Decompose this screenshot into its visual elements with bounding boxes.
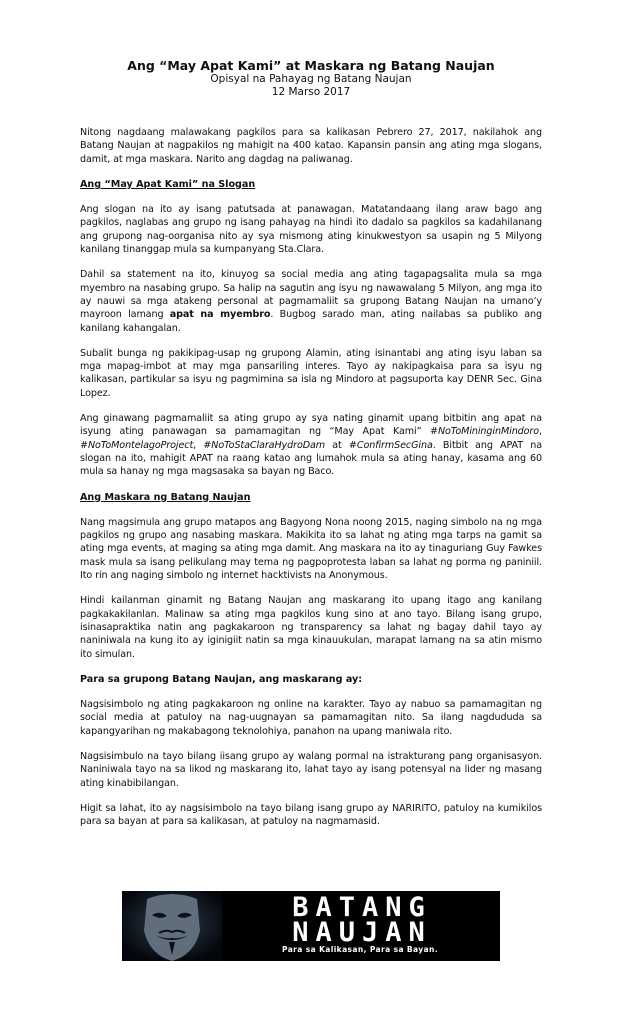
batang-naujan-banner — [122, 891, 500, 961]
meaning-paragraph-1: Nagsisimbolo ng ating pagkakaroon ng online na karakter. Tayo ay nabuo sa pamamagitan ng social media at patuloy na nag-uugnayan sa pamamagitan nito. Sa ilang nagdududa sa kapangyarihan ng makabagong teknolohiya, panahon na upang maniwala rito. — [80, 699, 542, 737]
paragraph-text: . Bugbog sarado man, ating nailabas sa publiko ang kanilang kahangalan. — [80, 309, 542, 334]
slogan-paragraph-4 — [80, 412, 542, 478]
slogan-section-heading: Ang “May Apat Kami” na Slogan — [80, 178, 256, 190]
meaning-paragraph-3: Higit sa lahat, ito ay nagsisimbolo na tayo bilang isang grupo ay NARIRITO, patuloy na kumikilos para sa bayan at para sa kalikasan, at patuloy na nagmamasid. — [80, 802, 542, 828]
bold-phrase: apat na myembro — [169, 309, 271, 321]
mask-paragraph-1: Nang magsimula ang grupo matapos ang Bagyong Nona noong 2015, naging simbolo na ng mga pagkilos ng grupo ang nasabing maskara. Makikita ito sa lahat ng ating mga tarps na gamit sa ating mga events, at maging sa ating mga damit. Ang maskara na ito ay tinaguriang Guy Fawkes mask mula sa isang pelikulang may tema ng pagpoprotesta laban sa lahat ng porma ng paniniil. Ito rin ang naging simbolo ng internet hacktivists na Anonymous. — [80, 516, 542, 582]
guy-fawkes-mask-icon — [122, 891, 222, 961]
document-title: Ang “May Apat Kami” at Maskara ng Batang Naujan — [127, 58, 495, 73]
paragraph-text: Dahil sa statement na ito, kinuyog sa social media ang ating tagapagsalita mula sa mga myembro na nasabing grupo. Sa halip na sagutin ang isyu ng nawawalang 5 Milyon, ang mga ito ay nauwi sa mga atakeng personal at pagmamaliit sa grupong Batang Naujan na umano’y mayroon lamang — [80, 269, 542, 321]
paragraph-text: . Bitbit ang APAT na slogan na ito, mahigit APAT na raang katao ang lumahok mula sa ating hanay, kasama ang 60 mula sa hanay ng mga magsasaka sa bayan ng Baco. — [80, 439, 542, 478]
document-subtitle: Opisyal na Pahayag ng Batang Naujan — [210, 73, 412, 85]
document-body — [80, 126, 542, 840]
hashtag: #NoToMininginMindoro — [430, 426, 540, 438]
hashtag: #NoToMontelagoProject — [80, 439, 194, 451]
paragraph-text: , — [539, 426, 542, 438]
banner-brand — [234, 892, 490, 948]
hashtag: #ConfirmSecGina — [348, 439, 433, 451]
intro-paragraph: Nitong nagdaang malawakang pagkilos para sa kalikasan Pebrero 27, 2017, nakilahok ang Batang Naujan at nagpakilos ng mahigit na 400 katao. Kapansin pansin ang ating mga slogans, damit, at mga maskara. Narito ang dagdag na paliwanag. — [80, 127, 542, 165]
paragraph-text: , — [193, 439, 204, 451]
paragraph-text: Ang ginawang pagmamaliit sa ating grupo ay sya nating ginamit upang bitbitin ang apat na isyung ating panawagan sa pamamagitan ng “May Apat Kami” — [80, 413, 542, 438]
slogan-paragraph-1: Ang slogan na ito ay isang patutsada at panawagan. Matatandaang ilang araw bago ang pagkilos, naglabas ang grupo ng isang pahayag na hindi ito dadalo sa pagkilos sa kadahilanang ang grupong nag-oorganisa nito ay sya mismong ating kinukwestyon sa usapin ng 5 Milyong kanilang tinanggap mula sa kumpanyang Sta.Clara. — [80, 204, 542, 256]
mask-paragraph-2: Hindi kailanman ginamit ng Batang Naujan ang maskarang ito upang itago ang kanilang pagkakakilanlan. Malinaw sa ating mga pagkilos kung sino at ano tayo. Bilang isang grupo, isinasapraktika natin ang pagkakaroon ng transparency sa lahat ng bagay dahil tayo ay naniniwala na kung ito ay iginigiit natin sa mga kinauukulan, marapat lamang na sa atin mismo ito simulan. — [80, 595, 542, 660]
document-date: 12 Marso 2017 — [271, 86, 351, 98]
mask-section-heading: Ang Maskara ng Batang Naujan — [80, 491, 251, 503]
meaning-paragraph-2: Nagsisimbulo na tayo bilang iisang grupo ay walang pormal na istrakturang pang organisasyon. Naniniwala tayo na sa likod ng maskarang ito, lahat tayo ay isang potensyal na lider ng masang ating kinabibilangan. — [80, 750, 542, 789]
hashtag: #NoToStaClaraHydroDam — [203, 439, 326, 451]
slogan-paragraph-3: Subalit bunga ng pakikipag-usap ng grupong Alamin, ating isinantabi ang ating isyu laban sa mga mapag-imbot at may mga pansariling interes. Tayo ay nakipagkaisa para sa isyu ng kalikasan, partikular sa isyu ng pagmimina sa isla ng Mindoro at pagsuporta kay DENR Sec. Gina Lopez. — [80, 347, 542, 399]
slogan-paragraph-2 — [80, 268, 542, 334]
banner-line-2: NAUJAN — [292, 917, 432, 948]
paragraph-text: at — [325, 439, 349, 451]
banner-tagline: Para sa Kalikasan, Para sa Bayan. — [282, 945, 439, 954]
meaning-section-heading: Para sa grupong Batang Naujan, ang maskarang ay: — [80, 673, 363, 685]
document-header — [0, 58, 622, 99]
banner-line-1: BATANG — [292, 892, 432, 923]
